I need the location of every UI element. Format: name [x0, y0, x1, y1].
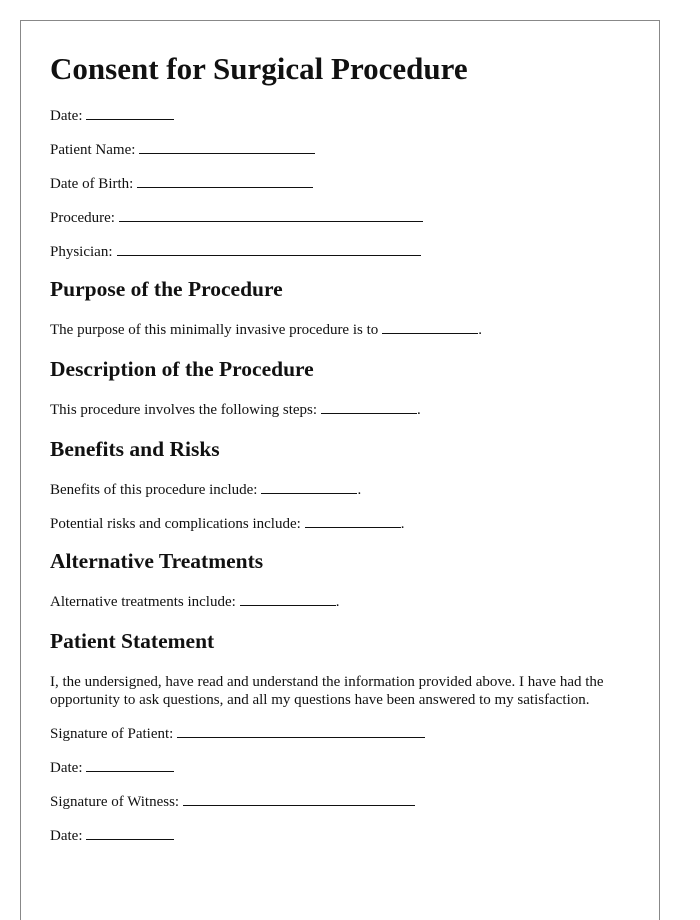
description-text: This procedure involves the following steps: — [50, 402, 318, 418]
date-label: Date: — [50, 108, 83, 124]
page-title: Consent for Surgical Procedure — [50, 51, 468, 86]
patient-signature-date-label: Date: — [50, 760, 83, 776]
procedure-blank[interactable] — [119, 220, 423, 222]
section-heading-benefits-risks: Benefits and Risks — [50, 437, 220, 461]
patient-signature-blank[interactable] — [177, 736, 425, 738]
patient-name-field — [50, 141, 630, 159]
witness-signature-date-field — [50, 827, 630, 845]
purpose-blank[interactable] — [382, 332, 478, 334]
purpose-text: The purpose of this minimally invasive procedure is to — [50, 322, 379, 338]
physician-label: Physician: — [50, 244, 113, 260]
patient-statement-text: I, the undersigned, have read and understand the information provided above. I have had the opportunity to ask questions, and all my questions have been answered to my satisfaction. — [50, 674, 604, 708]
patient-name-blank[interactable] — [139, 152, 315, 154]
date-of-birth-label: Date of Birth: — [50, 176, 134, 192]
alternatives-blank[interactable] — [240, 604, 336, 606]
witness-signature-blank[interactable] — [183, 804, 415, 806]
date-field — [50, 107, 630, 125]
risks-field — [50, 515, 630, 533]
risks-blank[interactable] — [305, 526, 401, 528]
procedure-field — [50, 209, 630, 227]
date-blank[interactable] — [86, 118, 174, 120]
section-heading-purpose: Purpose of the Procedure — [50, 277, 283, 301]
benefits-text: Benefits of this procedure include: — [50, 482, 258, 498]
patient-name-label: Patient Name: — [50, 142, 136, 158]
patient-signature-date-field — [50, 759, 630, 777]
witness-signature-date-label: Date: — [50, 828, 83, 844]
patient-signature-date-blank[interactable] — [86, 770, 174, 772]
patient-signature-field — [50, 725, 630, 743]
physician-field — [50, 243, 630, 261]
benefits-period: . — [357, 482, 362, 498]
purpose-field — [50, 321, 630, 339]
witness-signature-date-blank[interactable] — [86, 838, 174, 840]
description-period: . — [417, 402, 421, 418]
patient-signature-label: Signature of Patient: — [50, 726, 174, 742]
section-heading-patient-statement: Patient Statement — [50, 629, 215, 653]
physician-blank[interactable] — [117, 254, 421, 256]
benefits-field — [50, 481, 630, 499]
alternatives-text: Alternative treatments include: — [50, 594, 236, 610]
benefits-blank[interactable] — [261, 492, 357, 494]
risks-text: Potential risks and complications include: — [50, 516, 301, 532]
witness-signature-label: Signature of Witness: — [50, 794, 180, 810]
description-field — [50, 401, 630, 419]
description-blank[interactable] — [321, 412, 417, 414]
section-heading-description: Description of the Procedure — [50, 357, 314, 381]
date-of-birth-blank[interactable] — [137, 186, 313, 188]
consent-form — [20, 20, 660, 920]
date-of-birth-field — [50, 175, 630, 193]
alternatives-field — [50, 593, 630, 611]
alternatives-period: . — [335, 594, 340, 610]
witness-signature-field — [50, 793, 630, 811]
section-heading-alternatives: Alternative Treatments — [50, 549, 264, 573]
purpose-period: . — [478, 322, 483, 338]
risks-period: . — [400, 516, 405, 532]
procedure-label: Procedure: — [50, 210, 115, 226]
